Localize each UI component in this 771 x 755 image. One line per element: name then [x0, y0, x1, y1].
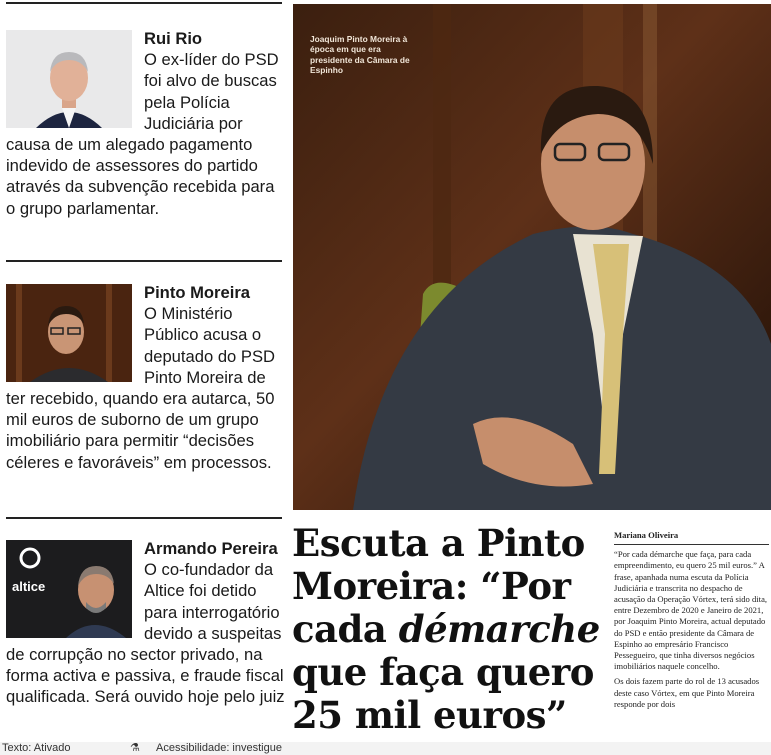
item-name: Pinto Moreira: [144, 283, 251, 302]
article-paragraph: “Por cada démarche que faça, para cada empreendimento, eu quero 25 mil euros.” A frase, apanhada numa escuta da Polícia Judiciária e transcrita no despacho de acusação da Operação Vórtex, terá sido dita, entre Dezembro de 2020 e Janeiro de 2021, por Joaquim Pinto Moreira, actual deputado do PSD e então presidente da Câmara de Espinho ao empresário Francisco Pessegueiro, que tinha diversos negócios imobiliários naquele concelho.: [614, 549, 768, 672]
pinto-moreira-photo: [6, 284, 132, 382]
item-text: O ex-líder do PSD foi alvo de buscas pela Polícia Judiciária por causa de um alegado pagamento indevido de assessores do partido através da subvenção recebida para o grupo parlamentar.: [6, 50, 279, 218]
altice-logo-text: altice: [12, 579, 46, 594]
item-name: Rui Rio: [144, 29, 203, 48]
rui-rio-photo: [6, 30, 132, 128]
news-item-rui-rio: [6, 28, 286, 219]
accessibility-status[interactable]: Acessibilidade: investigue: [156, 742, 282, 754]
item-name: Armando Pereira: [144, 539, 278, 558]
headline: [292, 522, 602, 737]
top-rule: [6, 2, 282, 4]
headline-part1: Escuta a Pinto Moreira: “Por cada: [292, 521, 585, 651]
accessibility-icon[interactable]: ⚗: [130, 742, 140, 754]
article-body: [614, 530, 769, 714]
item-text: O Ministério Público acusa o deputado do PSD Pinto Moreira de ter recebido, quando era autarca, 50 mil euros de suborno de um grupo imobiliário para permitir “decisões céleres e favoráveis” em processos.: [6, 304, 276, 472]
item-text: O co-fundador da Altice foi detido para interrogatório devido a suspeitas de corrupção no sector privado, na forma activa e passiva, e fraude fiscal qualificada. Será ouvido hoje pelo juiz: [6, 560, 285, 707]
status-bar: [0, 742, 771, 755]
photo-caption: Joaquim Pinto Moreira à época em que era presidente da Câmara de Espinho: [310, 34, 410, 76]
text-mode-status[interactable]: Texto: Ativado: [2, 742, 71, 754]
headline-part2: que faça quero 25 mil euros”: [292, 650, 594, 737]
main-photo: [293, 4, 771, 510]
news-item-armando-pereira: [6, 538, 286, 708]
news-item-pinto-moreira: [6, 282, 286, 473]
article-author: Mariana Oliveira: [614, 530, 769, 545]
divider-1: [6, 260, 282, 262]
divider-2: [6, 517, 282, 519]
armando-pereira-photo: [6, 540, 132, 638]
headline-emphasis: démarche: [398, 607, 600, 651]
article-paragraph: Os dois fazem parte do rol de 13 acusados deste caso Vórtex, em que Pinto Moreira responde por dois: [614, 676, 760, 709]
